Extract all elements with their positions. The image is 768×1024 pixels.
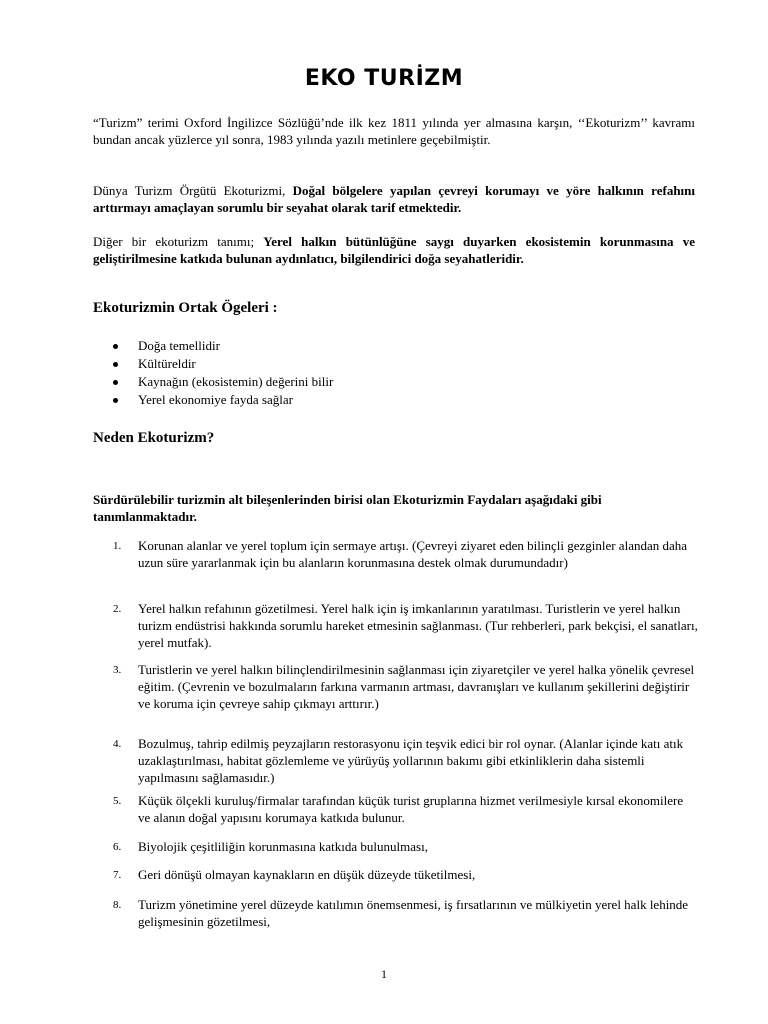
list-number: 6. — [113, 841, 122, 853]
bullet-list — [113, 337, 333, 409]
bullet-item: Kültüreldir — [113, 355, 333, 373]
list-number: 1. — [113, 540, 122, 552]
list-text: Korunan alanlar ve yerel toplum için sermaye artışı. (Çevreyi ziyaret eden bilinçli gezginler alandan daha uzun süre yararlanmak için bu alanların korunmasına destek olmak durumundadır) — [138, 538, 688, 570]
bullet-item: Doğa temellidir — [113, 337, 333, 355]
definition-1-prefix: Dünya Turizm Örgütü Ekoturizmi, — [93, 183, 293, 198]
list-number: 8. — [113, 899, 122, 911]
bullet-dot-icon — [113, 362, 118, 367]
definition-2-bold: Yerel halkın bütünlüğüne saygı duyarken ekosistemin korunmasına ve geliştirilmesine katkıda bulunan aydınlatıcı, bilgilendirici doğa seyahatleridir. — [93, 234, 695, 266]
list-number: 7. — [113, 869, 122, 881]
list-number: 5. — [113, 795, 122, 807]
list-text: Küçük ölçekli kuruluş/firmalar tarafından küçük turist gruplarına hizmet verilmesiyle kırsal ekonomilere ve alanın doğal yapısını korumaya katkıda bulunur. — [138, 793, 684, 825]
list-text: Geri dönüşü olmayan kaynakların en düşük düzeyde tüketilmesi, — [138, 867, 476, 882]
definition-2-prefix: Diğer bir ekoturizm tanımı; — [93, 234, 264, 249]
section-heading-why-ecotourism: Neden Ekoturizm? — [93, 430, 215, 446]
definition-paragraph-1 — [93, 182, 695, 216]
list-number: 2. — [113, 603, 122, 615]
definition-1-bold: Doğal bölgelere yapılan çevreyi korumayı ve yöre halkının refahını arttırmayı amaçlayan sorumlu bir seyahat olarak tarif etmektedir. — [93, 183, 695, 215]
intro-paragraph: “Turizm” terimi Oxford İngilizce Sözlüğü’nde ilk kez 1811 yılında yer almasına karşın, ‘‘Ekoturizm’’ kavramı bundan ancak yüzlerce yıl sonra, 1983 yılında yazılı metinlere geçebilmiştir. — [93, 115, 695, 147]
bullet-item: Yerel ekonomiye fayda sağlar — [113, 391, 333, 409]
section-heading-common-elements: Ekoturizmin Ortak Ögeleri : — [93, 300, 278, 316]
list-text: Turizm yönetimine yerel düzeyde katılımın önemsenmesi, iş fırsatlarının ve mülkiyetin yerel halk lehinde gelişmesinin gözetilmesi, — [138, 897, 689, 929]
list-text: Bozulmuş, tahrip edilmiş peyzajların restorasyonu için teşvik edici bir rol oynar. (Alanlar içinde katı atık uzaklaştırılması, habitat gözlemleme ve yürüyüş yollarının bakımı gibi etkinliklerin daha sistemli yapılmasını sağlamasıdır.) — [138, 736, 684, 785]
page-title: EKO TURİZM — [304, 66, 464, 91]
bullet-dot-icon — [113, 344, 118, 349]
bullet-dot-icon — [113, 380, 118, 385]
benefits-intro: Sürdürülebilir turizmin alt bileşenlerinden birisi olan Ekoturizmin Faydaları aşağıdaki gibi tanımlanmaktadır. — [93, 492, 602, 524]
list-text: Yerel halkın refahının gözetilmesi. Yerel halk için iş imkanlarının yaratılması. Turistlerin ve yerel halkın turizm endüstrisi hakkında sorumlu hareket etmesinin sağlanması. (Tur rehberleri, park bekçisi, el sanatları, yerel mutfak). — [138, 601, 698, 650]
bullet-item: Kaynağın (ekosistemin) değerini bilir — [113, 373, 333, 391]
list-text: Turistlerin ve yerel halkın bilinçlendirilmesinin sağlanması için ziyaretçiler ve yerel halka yönelik çevresel eğitim. (Çevrenin ve bozulmaların farkına varmanın artması, davranışları ve kullanım şekillerini değiştirir ve koruma için çevreye sahip çıkmayı arttırır.) — [138, 662, 695, 711]
list-text: Biyolojik çeşitliliğin korunmasına katkıda bulunulması, — [138, 839, 428, 854]
definition-paragraph-2 — [93, 233, 695, 267]
page-number: 1 — [381, 967, 387, 981]
list-number: 4. — [113, 738, 122, 750]
bullet-dot-icon — [113, 398, 118, 403]
list-number: 3. — [113, 664, 122, 676]
